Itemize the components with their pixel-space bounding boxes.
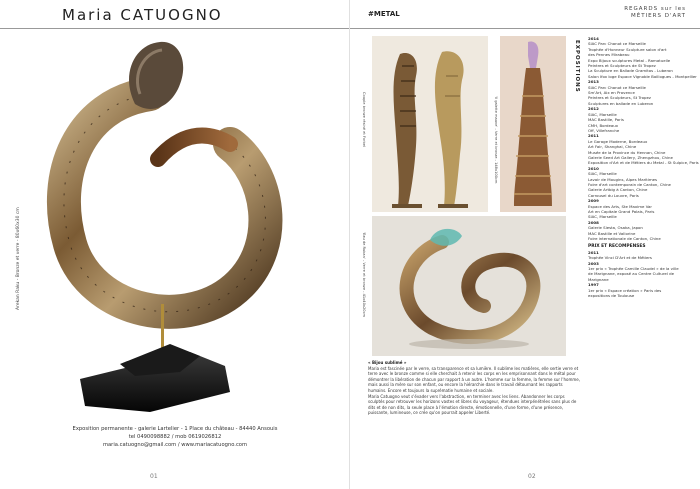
expo-year: 2012 bbox=[588, 106, 599, 112]
prix-year: 2003 bbox=[588, 260, 599, 266]
expo-year: 2009 bbox=[588, 198, 599, 204]
expositions-heading bbox=[572, 40, 580, 100]
expo-item: Galerie Artbig à Canton, Chine bbox=[588, 187, 648, 193]
prix-item: 1er prix « Trophée Camille Claudel » de la ville bbox=[588, 266, 679, 272]
page-number-left: 01 bbox=[150, 473, 158, 480]
expo-item: MAC Bastille et Vallorine bbox=[588, 230, 636, 236]
expo-item: Lavoir de Mougins, Alpes Maritimes bbox=[588, 176, 658, 182]
expo-item: Foire internationale de Canton, Chine bbox=[588, 236, 661, 242]
contact-info bbox=[0, 425, 350, 449]
prix-year-block bbox=[588, 250, 700, 261]
artist-name: Maria CATUOGNO bbox=[62, 6, 223, 24]
ring-sculpture-photo bbox=[372, 216, 566, 356]
artist-quote-block bbox=[368, 360, 582, 416]
couple-sculpture-image bbox=[372, 36, 488, 212]
expo-year: 2008 bbox=[588, 219, 599, 225]
expo-item: Sm'Art, Aix en Provence bbox=[588, 90, 635, 96]
couple-caption bbox=[358, 92, 366, 212]
expo-item: des Pennes Mirabeau bbox=[588, 52, 630, 58]
prix-year: 1997 bbox=[588, 282, 599, 288]
quote-paragraph-2: Maria Catuogno veut s'évader vers l'abstraction, en terminer avec les liens. Abandonner les corps sculptés pour retrouver les horizons vastes et libres du voyageur, étendues interpénétrées sans plus de dits et de non dits, la seule place à l'émotion directe, émotionnelle, d'une forme, d'une présence, puissante, lumineuse, ce crée qu'on pourrait appeler Liberté. bbox=[368, 393, 577, 416]
magazine-brand bbox=[624, 6, 686, 20]
expo-item: Carrousel du Louvre, Paris bbox=[588, 192, 639, 198]
prix-item: de Marignane, exposé au Centre Culturel de bbox=[588, 271, 674, 277]
expo-item: SIAC, Marseille bbox=[588, 214, 617, 220]
email-website-line: maria.catuogno@gmail.com / www.mariacatuogno.com bbox=[102, 442, 248, 448]
section-tag: #METAL bbox=[368, 10, 400, 18]
brand-line-1: REGARDS sur les bbox=[624, 6, 686, 12]
expo-year-block bbox=[588, 166, 700, 198]
ring-sculpture-image bbox=[40, 34, 290, 414]
page-number-right: 02 bbox=[528, 473, 536, 480]
prix-year-block bbox=[588, 282, 700, 298]
expo-year: 2010 bbox=[588, 165, 599, 171]
couple-caption-text: Couple bronze résiné et Forbel bbox=[362, 92, 366, 147]
expo-item: Exposition d'Art et de Métiers du Metal - St Sulpice, Paris bbox=[588, 160, 699, 166]
phone-line: tel 0490098882 / mob 0619026812 bbox=[128, 434, 222, 440]
expositions-heading-text: EXPOSITIONS bbox=[574, 40, 580, 93]
prix-item: 1er prix « Espace création » Paris des bbox=[588, 287, 662, 293]
expo-item: Salon Ifox loge Espace Vignoble Boillogues - Montpellier bbox=[588, 73, 697, 79]
prix-year: 2011 bbox=[588, 249, 599, 255]
right-page bbox=[350, 0, 700, 489]
couple-sculpture-photo bbox=[372, 36, 488, 212]
expo-item: Expo Bijoux sculptures Metal - Ramatuelle bbox=[588, 57, 671, 63]
expo-item: Art en Capitale Grand Palais, Paris bbox=[588, 209, 655, 214]
expo-item: Espace des Arts, Ste Maxime Var bbox=[588, 203, 653, 209]
expo-year: 2013 bbox=[588, 79, 599, 85]
ring-caption bbox=[358, 232, 366, 352]
prix-item: Trophée Vinci D'Art et de Métiers bbox=[588, 255, 652, 261]
quote-paragraph-1: Maria est fascinée par le verre, sa transparence et sa lumière. Il sublime les matières, elle sertie verre et terre avec le bronze comme si elle cherchait à retenir les corps en les emprisonnant dans le métal pour démontrer la libération de chacun par rapport à un autre. L'homme sur la femme, la femme sur l'homme, mais aussi la mère sur son enfant, ou encore la hiérarchie dans le travail détournant les rapports humains. Encore et toujours la suprématie humaine et sociale. bbox=[368, 365, 581, 393]
expositions-list bbox=[588, 36, 700, 299]
expo-item: SIAC Parc Chanot ce Marseille bbox=[588, 41, 646, 47]
gown-sculpture-image bbox=[500, 36, 566, 212]
expo-item: Galerie Siesta, Osaka, Japon bbox=[588, 225, 643, 231]
expo-year-block bbox=[588, 79, 700, 106]
prix-year-block bbox=[588, 261, 700, 283]
expo-item: SIAC, Marseille bbox=[588, 111, 617, 117]
title-rule-right bbox=[350, 28, 700, 29]
expo-year: 2014 bbox=[588, 36, 599, 41]
side-caption-left bbox=[6, 150, 21, 310]
expo-year-block bbox=[588, 198, 700, 220]
expo-item: La Sculpture en Ballade Gramitos - Luberon bbox=[588, 68, 673, 74]
expo-item: Off, Villefranche bbox=[588, 127, 620, 133]
coil-sculpture-image bbox=[372, 216, 566, 356]
expo-item: CMH, Bordeaux bbox=[588, 122, 619, 128]
expo-item: Foire d'art contemporain de Canton, Chine bbox=[588, 181, 671, 187]
gown-caption bbox=[490, 96, 498, 206]
title-rule bbox=[0, 28, 350, 29]
expo-year-block bbox=[588, 106, 700, 133]
expo-item: MAC Bastille, Paris bbox=[588, 117, 624, 123]
quote-title: « Bijou sublimé » bbox=[368, 360, 407, 365]
brand-line-2: MÉTIERS D'ART bbox=[630, 13, 686, 19]
expo-item: Art Fair, Shanghai, Chine bbox=[588, 144, 637, 150]
gown-caption-text: 'Il galette mauve' - Verre et bronze - 148x100cm bbox=[494, 96, 498, 184]
expo-item: Le Garage Moderne, Bordeaux bbox=[588, 138, 648, 144]
prix-item: Marignane bbox=[588, 276, 609, 282]
expo-item: Musée de la Province du Hennan, Chine bbox=[588, 149, 666, 155]
ring-caption-text: 'Eau de Ruban' - Verre et bronze - 41x40x20cm bbox=[362, 232, 366, 318]
expo-item: Sculptures en ballade en Luberon bbox=[588, 100, 654, 106]
expo-item: SIAC, Marseille bbox=[588, 171, 617, 177]
exhibit-address: Exposition permanente - galerie Lartelier - 1 Place du château - 84440 Ansouis bbox=[72, 426, 278, 432]
expo-item: Trophée d'Honneur Sculpture salon d'art bbox=[588, 46, 667, 52]
expo-item: Peintres et Sculpteurs de St Tropez bbox=[588, 63, 656, 69]
expo-item: SIAC Parc Chanot ce Marseille bbox=[588, 84, 646, 90]
artwork-caption: Arekan Raku - Bronze et verre - 80x60x30 cm bbox=[16, 207, 21, 310]
expo-item: Peintres et Sculpteurs, St Tropez bbox=[588, 95, 651, 101]
expo-year-block bbox=[588, 36, 700, 79]
gown-sculpture-photo bbox=[500, 36, 566, 212]
expo-year: 2011 bbox=[588, 133, 599, 139]
prix-item: expositions de Toulouse bbox=[588, 293, 635, 299]
prix-heading: PRIX ET RECOMPENSES bbox=[588, 244, 646, 250]
expo-year-block bbox=[588, 133, 700, 165]
expo-item: Galerie Seed Art Gallery, Zhengzhou, Chine bbox=[588, 154, 673, 160]
expo-year-block bbox=[588, 220, 700, 242]
